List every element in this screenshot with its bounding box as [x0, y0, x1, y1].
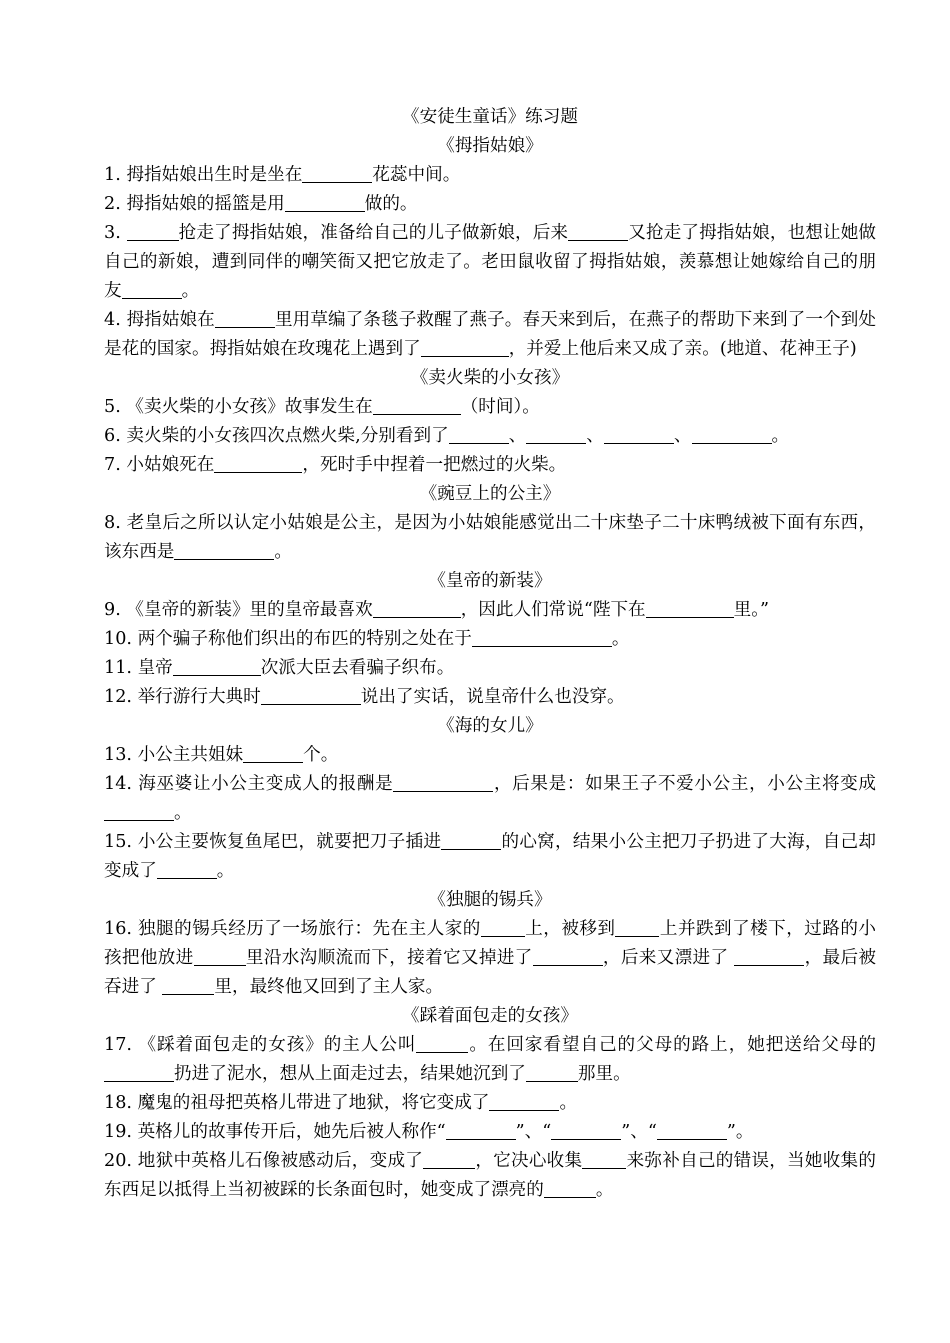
question-1: 1. 拇指姑娘出生时是坐在 花蕊中间。: [104, 165, 461, 185]
answer-blank[interactable]: [373, 395, 461, 414]
question-17: 17. 《踩着面包走的女孩》的主人公叫 。在回家看望自己的父母的路上，她把送给父母的扔进了泥水，想从上面走过去，结果她沉到了 那里。: [104, 1035, 876, 1084]
section-heading: 《拇指姑娘》: [437, 136, 543, 156]
answer-blank[interactable]: [423, 1149, 475, 1168]
answer-blank[interactable]: [441, 830, 501, 849]
answer-blank[interactable]: [421, 337, 509, 356]
answer-blank[interactable]: [533, 946, 603, 965]
answer-blank[interactable]: [646, 598, 734, 617]
answer-blank[interactable]: [261, 685, 361, 704]
question-12: 12. 举行游行大典时 说出了实话，说皇帝什么也没穿。: [104, 687, 625, 707]
question-19: 19. 英格儿的故事传开后，她先后被人称作“ ”、“ ”、“ ”。: [104, 1122, 754, 1142]
answer-blank[interactable]: [551, 1120, 621, 1139]
answer-blank[interactable]: [285, 192, 365, 211]
answer-blank[interactable]: [582, 1149, 626, 1168]
answer-blank[interactable]: [568, 221, 628, 240]
answer-blank[interactable]: [122, 279, 182, 298]
answer-blank[interactable]: [302, 163, 372, 182]
question-11: 11. 皇帝 次派大臣去看骗子织布。: [104, 658, 455, 678]
answer-blank[interactable]: [174, 540, 274, 559]
question-4: 4. 拇指姑娘在 里用草编了条毯子救醒了燕子。春天来到后，在燕子的帮助下来到了一个到处是花的国家。拇指姑娘在玫瑰花上遇到了 ，并爱上他后来又成了亲。(地道、花神王子): [104, 310, 876, 359]
answer-blank[interactable]: [104, 801, 174, 820]
question-10: 10. 两个骗子称他们织出的布匹的特别之处在于 。: [104, 629, 630, 649]
question-9: 9. 《皇帝的新装》里的皇帝最喜欢 ，因此人们常说“陛下在 里。”: [104, 600, 770, 620]
answer-blank[interactable]: [127, 221, 179, 240]
answer-blank[interactable]: [692, 424, 772, 443]
question-13: 13. 小公主共姐妹 个。: [104, 745, 339, 765]
question-6: 6. 卖火柴的小女孩四次点燃火柴,分别看到了 、 、 、 。: [104, 426, 790, 446]
answer-blank[interactable]: [173, 656, 261, 675]
answer-blank[interactable]: [215, 308, 275, 327]
answer-blank[interactable]: [526, 1062, 578, 1081]
worksheet: [104, 103, 876, 1205]
answer-blank[interactable]: [162, 975, 214, 994]
answer-blank[interactable]: [734, 946, 804, 965]
worksheet-title: 《安徒生童话》练习题: [402, 107, 578, 127]
question-3: 3. 抢走了拇指姑娘，准备给自己的儿子做新娘，后来 又抢走了拇指姑娘，也想让她做自己的新娘，遭到同伴的嘲笑衙又把它放走了。老田鼠收留了拇指姑娘，羡慕想让她嫁给自己的朋友 。: [104, 223, 876, 301]
answer-blank[interactable]: [481, 917, 525, 936]
section-heading: 《踩着面包走的女孩》: [402, 1006, 578, 1026]
answer-blank[interactable]: [615, 917, 659, 936]
section-heading: 《卖火柴的小女孩》: [410, 368, 570, 388]
answer-blank[interactable]: [472, 627, 612, 646]
answer-blank[interactable]: [104, 1062, 174, 1081]
answer-blank[interactable]: [243, 743, 303, 762]
question-16: 16. 独腿的锡兵经历了一场旅行：先在主人家的 上，被移到 上并跌到了楼下，过路的小孩把他放进 里沿水沟顺流而下，接着它又掉进了 ，后来又漂进了 ，最后被吞进了 里，最终他又回到了主人家。: [104, 919, 876, 997]
answer-blank[interactable]: [446, 1120, 516, 1139]
answer-blank[interactable]: [544, 1178, 596, 1197]
answer-blank[interactable]: [416, 1033, 468, 1052]
question-15: 15. 小公主要恢复鱼尾巴，就要把刀子插进 的心窝，结果小公主把刀子扔进了大海，自己却变成了 。: [104, 832, 876, 881]
answer-blank[interactable]: [214, 453, 302, 472]
answer-blank[interactable]: [373, 598, 461, 617]
question-18: 18. 魔鬼的祖母把英格儿带进了地狱，将它变成了 。: [104, 1093, 578, 1113]
answer-blank[interactable]: [604, 424, 674, 443]
section-heading: 《皇帝的新装》: [428, 571, 552, 591]
answer-blank[interactable]: [489, 1091, 559, 1110]
question-8: 8. 老皇后之所以认定小姑娘是公主，是因为小姑娘能感觉出二十床垫子二十床鸭绒被下面有东西，该东西是 。: [104, 513, 876, 562]
section-heading: 《独腿的锡兵》: [428, 890, 552, 910]
answer-blank[interactable]: [526, 424, 586, 443]
answer-blank[interactable]: [393, 772, 493, 791]
answer-blank[interactable]: [657, 1120, 727, 1139]
section-heading: 《海的女儿》: [437, 716, 543, 736]
answer-blank[interactable]: [157, 859, 217, 878]
section-heading: 《豌豆上的公主》: [419, 484, 561, 504]
answer-blank[interactable]: [449, 424, 509, 443]
question-7: 7. 小姑娘死在 ，死时手中捏着一把燃过的火柴。: [104, 455, 567, 475]
question-20: 20. 地狱中英格儿石像被感动后，变成了 ，它决心收集 来弥补自己的错误，当她收集的东西足以抵得上当初被踩的长条面包时，她变成了漂亮的 。: [104, 1151, 876, 1200]
question-14: 14. 海巫婆让小公主变成人的报酬是 ，后果是：如果王子不爱小公主，小公主将变成。: [104, 774, 876, 823]
question-2: 2. 拇指姑娘的摇篮是用 做的。: [104, 194, 418, 214]
answer-blank[interactable]: [194, 946, 246, 965]
question-5: 5. 《卖火柴的小女孩》故事发生在 （时间）。: [104, 397, 540, 417]
